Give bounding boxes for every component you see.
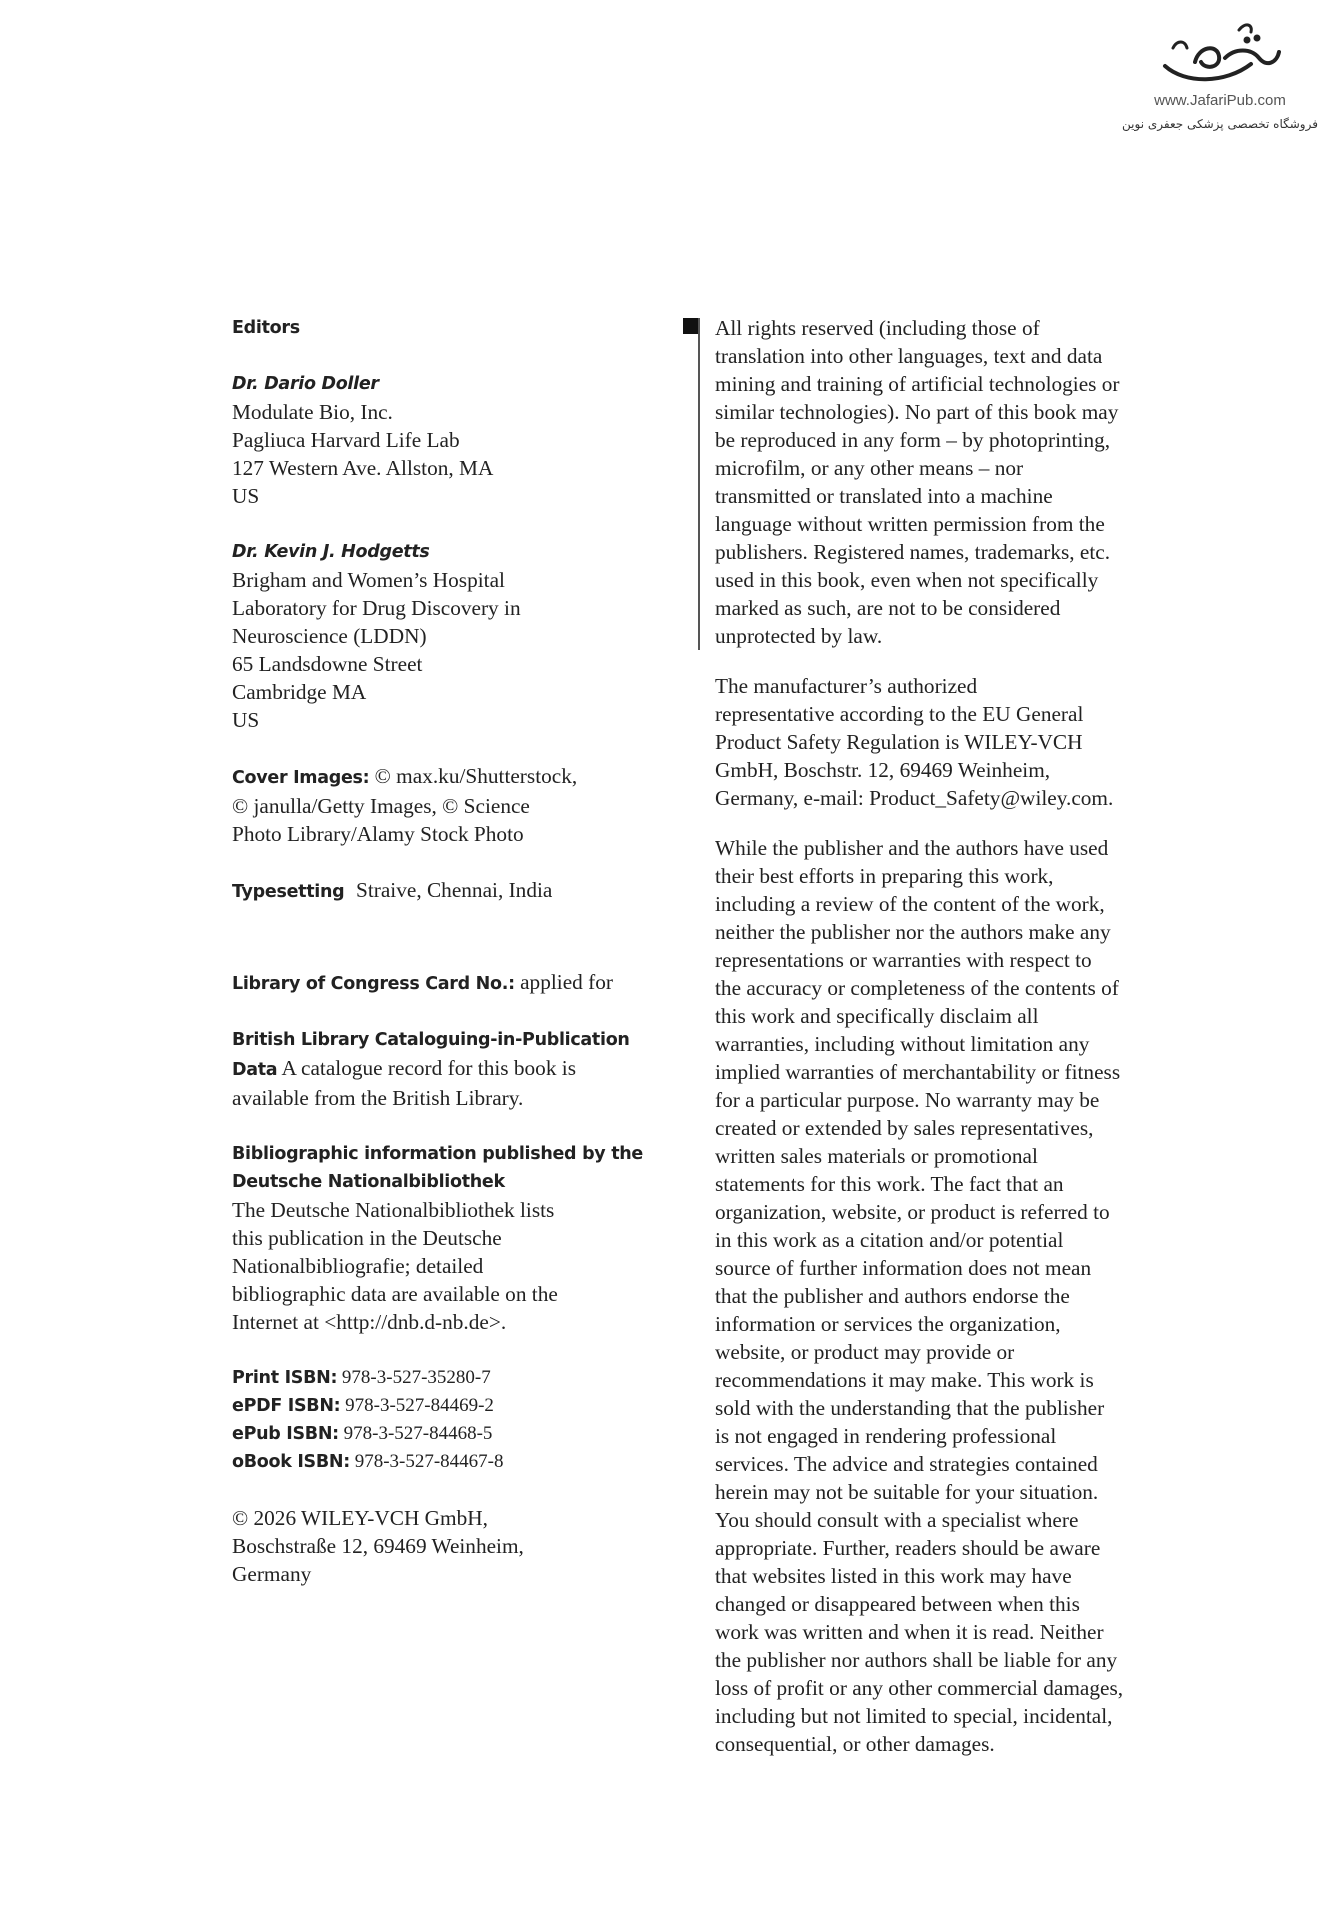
editor-2-line: Cambridge MA bbox=[232, 680, 367, 704]
isbn-row bbox=[232, 1364, 642, 1392]
british-library-line: A catalogue record for this book is bbox=[281, 1056, 576, 1080]
cover-images-line: © max.ku/Shutterstock, bbox=[374, 764, 578, 788]
section-marker-rule bbox=[698, 318, 700, 650]
cover-images-line: © janulla/Getty Images, © Science bbox=[232, 794, 530, 818]
typesetting bbox=[232, 876, 642, 906]
disclaimer-line: their best efforts in preparing this work, bbox=[715, 864, 1054, 888]
copyright-line: © 2026 WILEY-VCH GmbH, bbox=[232, 1506, 488, 1530]
disclaimer-line: organization, website, or product is referred to bbox=[715, 1200, 1110, 1224]
isbn-label: ePDF ISBN: bbox=[232, 1396, 341, 1416]
disclaimer-line: sold with the understanding that the publisher bbox=[715, 1396, 1105, 1420]
editor-2-line: 65 Landsdowne Street bbox=[232, 652, 423, 676]
disclaimer-line: herein may not be suitable for your situation. bbox=[715, 1480, 1099, 1504]
disclaimer-line: is not engaged in rendering professional bbox=[715, 1424, 1057, 1448]
british-library-line: available from the British Library. bbox=[232, 1086, 524, 1110]
disclaimer-line: statements for this work. The fact that an bbox=[715, 1172, 1064, 1196]
disclaimer-line: appropriate. Further, readers should be aware bbox=[715, 1536, 1101, 1560]
loc-label: Library of Congress Card No.: bbox=[232, 974, 515, 994]
loc-value: applied for bbox=[520, 970, 613, 994]
disclaimer-line: this work and specifically disclaim all bbox=[715, 1004, 1039, 1028]
logo-url[interactable]: www.JafariPub.com bbox=[1154, 92, 1286, 109]
isbn-list bbox=[232, 1364, 642, 1476]
disclaimer-line: implied warranties of merchantability or fitness bbox=[715, 1060, 1121, 1084]
right-column bbox=[715, 314, 1175, 1780]
disclaimer-line: source of further information does not mean bbox=[715, 1256, 1092, 1280]
jafari-calligraphy-logo-icon bbox=[1155, 18, 1285, 90]
disclaimer-line: for a particular purpose. No warranty may be bbox=[715, 1088, 1100, 1112]
typesetting-label: Typesetting bbox=[232, 882, 345, 902]
rights-line: translation into other languages, text and data bbox=[715, 344, 1103, 368]
bibliographic-line: bibliographic data are available on the bbox=[232, 1282, 558, 1306]
rights-line: microfilm, or any other means – nor bbox=[715, 456, 1024, 480]
bibliographic-line: Nationalbibliografie; detailed bbox=[232, 1254, 484, 1278]
editor-2-line: Neuroscience (LDDN) bbox=[232, 624, 427, 648]
bibliographic-info bbox=[232, 1140, 642, 1336]
editors-heading: Editors bbox=[232, 318, 300, 338]
disclaimer-line: loss of profit or any other commercial damages, bbox=[715, 1676, 1124, 1700]
isbn-row bbox=[232, 1392, 642, 1420]
disclaimer-line: that websites listed in this work may have bbox=[715, 1564, 1072, 1588]
disclaimer-line: You should consult with a specialist where bbox=[715, 1508, 1079, 1532]
editors-heading-block bbox=[232, 314, 642, 342]
disclaimer-line: including but not limited to special, incidental, bbox=[715, 1704, 1113, 1728]
rights-paragraph bbox=[715, 314, 1175, 650]
editor-1-line: US bbox=[232, 484, 260, 508]
disclaimer-line: written sales materials or promotional bbox=[715, 1144, 1038, 1168]
copyright-block bbox=[232, 1504, 642, 1588]
disclaimer-paragraph bbox=[715, 834, 1175, 1758]
rights-line: transmitted or translated into a machine bbox=[715, 484, 1053, 508]
isbn-value: 978-3-527-84468-5 bbox=[343, 1423, 493, 1444]
manufacturer-paragraph bbox=[715, 672, 1175, 812]
bibliographic-heading: Bibliographic information published by the bbox=[232, 1144, 643, 1164]
rights-line: unprotected by law. bbox=[715, 624, 883, 648]
rights-line: used in this book, even when not specifically bbox=[715, 568, 1099, 592]
editor-1-line: Pagliuca Harvard Life Lab bbox=[232, 428, 460, 452]
cover-images-line: Photo Library/Alamy Stock Photo bbox=[232, 822, 524, 846]
cover-images bbox=[232, 762, 642, 848]
editor-2 bbox=[232, 538, 642, 734]
british-library-label: Data bbox=[232, 1060, 278, 1080]
british-library-label: British Library Cataloguing-in-Publication bbox=[232, 1030, 630, 1050]
manufacturer-line: The manufacturer’s authorized bbox=[715, 674, 978, 698]
isbn-value: 978-3-527-84467-8 bbox=[354, 1451, 504, 1472]
bibliographic-line: Internet at <http://dnb.d-nb.de>. bbox=[232, 1310, 507, 1334]
disclaimer-line: While the publisher and the authors have used bbox=[715, 836, 1109, 860]
disclaimer-line: work was written and when it is read. Neither bbox=[715, 1620, 1104, 1644]
copyright-line: Germany bbox=[232, 1562, 312, 1586]
rights-line: marked as such, are not to be considered bbox=[715, 596, 1061, 620]
disclaimer-line: neither the publisher nor the authors make any bbox=[715, 920, 1111, 944]
british-library bbox=[232, 1026, 642, 1112]
rights-line: publishers. Registered names, trademarks, etc. bbox=[715, 540, 1111, 564]
disclaimer-line: in this work as a citation and/or potential bbox=[715, 1228, 1064, 1252]
editor-2-line: US bbox=[232, 708, 260, 732]
disclaimer-line: the accuracy or completeness of the contents of bbox=[715, 976, 1119, 1000]
manufacturer-line: Product Safety Regulation is WILEY-VCH bbox=[715, 730, 1083, 754]
logo-subtitle: فروشگاه تخصصی پزشکی جعفری نوین bbox=[1122, 117, 1318, 131]
rights-line: be reproduced in any form – by photoprinting, bbox=[715, 428, 1111, 452]
disclaimer-line: changed or disappeared between when this bbox=[715, 1592, 1080, 1616]
rights-line: similar technologies). No part of this book may bbox=[715, 400, 1119, 424]
editor-1 bbox=[232, 370, 642, 510]
bibliographic-line: The Deutsche Nationalbibliothek lists bbox=[232, 1198, 555, 1222]
typesetting-value: Straive, Chennai, India bbox=[356, 878, 553, 902]
editor-1-name: Dr. Dario Doller bbox=[232, 374, 379, 394]
manufacturer-line: GmbH, Boschstr. 12, 69469 Weinheim, bbox=[715, 758, 1051, 782]
publisher-logo bbox=[1120, 18, 1320, 148]
disclaimer-line: information or services the organization, bbox=[715, 1312, 1061, 1336]
editor-2-name: Dr. Kevin J. Hodgetts bbox=[232, 542, 430, 562]
left-column bbox=[232, 314, 642, 1588]
disclaimer-line: services. The advice and strategies contained bbox=[715, 1452, 1098, 1476]
disclaimer-line: created or extended by sales representatives, bbox=[715, 1116, 1094, 1140]
section-marker-square bbox=[683, 318, 699, 334]
disclaimer-line: consequential, or other damages. bbox=[715, 1732, 995, 1756]
bibliographic-heading: Deutsche Nationalbibliothek bbox=[232, 1172, 505, 1192]
editor-1-line: 127 Western Ave. Allston, MA bbox=[232, 456, 494, 480]
library-of-congress bbox=[232, 968, 642, 998]
disclaimer-line: recommendations it may make. This work is bbox=[715, 1368, 1094, 1392]
editor-2-line: Laboratory for Drug Discovery in bbox=[232, 596, 521, 620]
disclaimer-line: the publisher nor authors shall be liable for any bbox=[715, 1648, 1118, 1672]
manufacturer-line: representative according to the EU General bbox=[715, 702, 1084, 726]
isbn-label: oBook ISBN: bbox=[232, 1452, 350, 1472]
isbn-label: Print ISBN: bbox=[232, 1368, 338, 1388]
disclaimer-line: warranties, including without limitation any bbox=[715, 1032, 1090, 1056]
isbn-label: ePub ISBN: bbox=[232, 1424, 339, 1444]
isbn-value: 978-3-527-84469-2 bbox=[345, 1395, 494, 1416]
disclaimer-line: representations or warranties with respect to bbox=[715, 948, 1092, 972]
editor-2-line: Brigham and Women’s Hospital bbox=[232, 568, 505, 592]
isbn-row bbox=[232, 1448, 642, 1476]
disclaimer-line: website, or product may provide or bbox=[715, 1340, 1015, 1364]
editor-1-line: Modulate Bio, Inc. bbox=[232, 400, 393, 424]
isbn-value: 978-3-527-35280-7 bbox=[341, 1367, 491, 1388]
copyright-line: Boschstraße 12, 69469 Weinheim, bbox=[232, 1534, 524, 1558]
rights-line: language without written permission from the bbox=[715, 512, 1105, 536]
manufacturer-line: Germany, e-mail: Product_Safety@wiley.com. bbox=[715, 786, 1114, 810]
disclaimer-line: that the publisher and authors endorse the bbox=[715, 1284, 1070, 1308]
disclaimer-line: including a review of the content of the work, bbox=[715, 892, 1105, 916]
bibliographic-line: this publication in the Deutsche bbox=[232, 1226, 502, 1250]
cover-images-label: Cover Images: bbox=[232, 768, 370, 788]
rights-line: All rights reserved (including those of bbox=[715, 316, 1040, 340]
isbn-row bbox=[232, 1420, 642, 1448]
rights-line: mining and training of artificial technologies or bbox=[715, 372, 1120, 396]
